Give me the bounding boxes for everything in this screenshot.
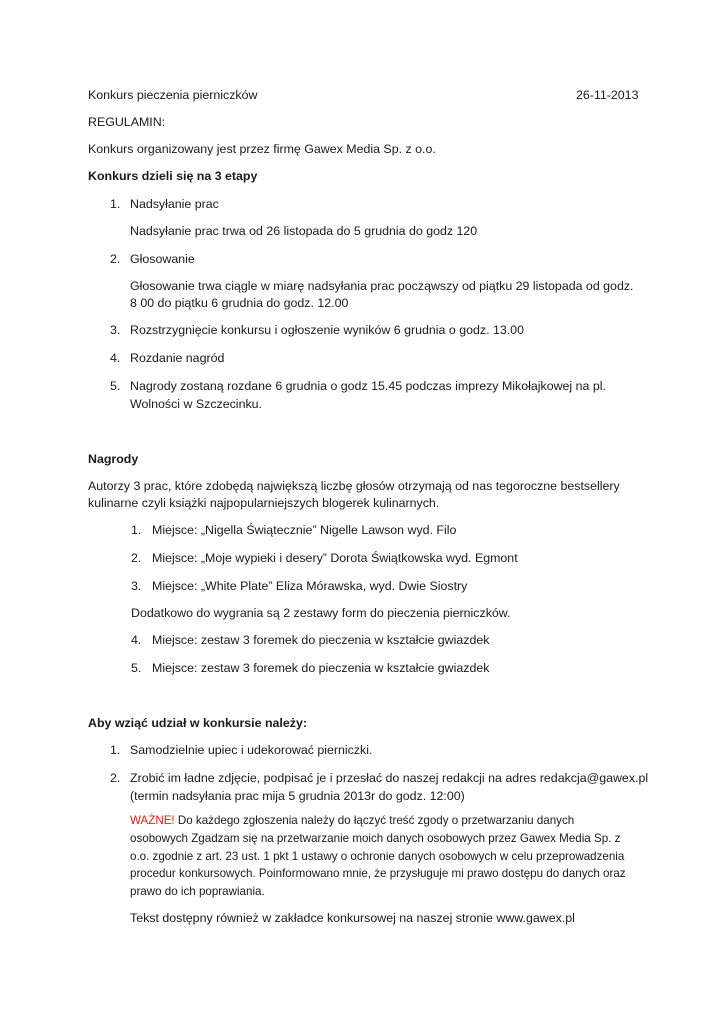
stage-number: 3. [110, 323, 121, 337]
stage-detail: Nadsyłanie prac trwa od 26 listopada do 5 grudnia do godz 120 [130, 224, 478, 238]
prize-item: Miejsce: zestaw 3 foremek do pieczenia w kształcie gwiazdek [152, 661, 490, 675]
step-number: 2. [110, 771, 121, 785]
prize-number: 5. [131, 661, 142, 675]
important-text: procedur konkursowych. Poinformowano mnie, że przysługuje mi prawo dostępu do danych oraz [130, 867, 626, 880]
stage-label: Rozdanie nagród [130, 351, 225, 365]
stage-number: 4. [110, 351, 121, 365]
important-text: Do każdego zgłoszenia należy do łączyć treść zgody o przetwarzaniu danych [174, 814, 575, 827]
stage-label: Nadsyłanie prac [130, 197, 219, 211]
document-title: Konkurs pieczenia pierniczków [88, 88, 258, 102]
stage-label: Rozstrzygnięcie konkursu i ogłoszenie wyników 6 grudnia o godz. 13.00 [130, 323, 524, 337]
stage-label: Nagrody zostaną rozdane 6 grudnia o godz 15.45 podczas imprezy Mikołajkowej na pl. [130, 379, 606, 393]
prizes-heading: Nagrody [88, 452, 139, 466]
prizes-intro: Autorzy 3 prac, które zdobędą największą liczbę głosów otrzymają od nas tegoroczne bestsellery [88, 479, 620, 493]
organizer-text: Konkurs organizowany jest przez firmę Gawex Media Sp. z o.o. [88, 142, 436, 156]
prize-number: 3. [131, 579, 142, 593]
prizes-extra: Dodatkowo do wygrania są 2 zestawy form do pieczenia pierniczków. [131, 606, 511, 620]
prize-number: 2. [131, 551, 142, 565]
step-text: Samodzielnie upiec i udekorować pierniczki. [130, 743, 373, 757]
prize-item: Miejsce: „White Plate” Eliza Mórawska, wyd. Dwie Siostry [152, 579, 468, 593]
prizes-intro: kulinarne czyli książki najpopularniejszych blogerek kulinarnych. [88, 496, 440, 510]
document-date: 26-11-2013 [576, 88, 639, 102]
prize-item: Miejsce: zestaw 3 foremek do pieczenia w kształcie gwiazdek [152, 633, 490, 647]
important-text: osobowych Zgadzam się na przetwarzanie moich danych osobowych przez Gawex Media Sp. z [130, 832, 621, 845]
prize-number: 1. [131, 523, 142, 537]
stage-detail: 8 00 do piątku 6 grudnia do godz. 12.00 [130, 296, 349, 310]
important-note-line [130, 812, 574, 830]
stage-number: 5. [110, 379, 121, 393]
footer-text: Tekst dostępny również w zakładce konkursowej na naszej stronie www.gawex.pl [130, 911, 575, 925]
step-text: Zrobić im ładne zdjęcie, podpisać je i przesłać do naszej redakcji na adres redakcja@gawex.pl [130, 771, 649, 785]
important-text: o.o. zgodnie z art. 23 ust. 1 pkt 1 ustawy o ochronie danych osobowych w celu przeprowadzenia [130, 850, 625, 863]
important-label: WAŻNE! [130, 814, 175, 827]
stage-label: Głosowanie [130, 252, 195, 266]
participation-heading: Aby wziąć udział w konkursie należy: [88, 716, 307, 730]
prize-item: Miejsce: „Nigella Świątecznie” Nigelle Lawson wyd. Filo [152, 523, 457, 537]
step-text: (termin nadsyłania prac mija 5 grudnia 2013r do godz. 12:00) [130, 789, 465, 803]
stage-number: 1. [110, 197, 121, 211]
prize-item: Miejsce: „Moje wypieki i desery” Dorota Świątkowska wyd. Egmont [152, 551, 518, 565]
stage-number: 2. [110, 252, 121, 266]
stages-heading: Konkurs dzieli się na 3 etapy [88, 169, 258, 183]
step-number: 1. [110, 743, 121, 757]
important-text: prawo do ich poprawiania. [130, 885, 265, 898]
stage-label: Wolności w Szczecinku. [130, 397, 262, 411]
stage-detail: Głosowanie trwa ciągle w miarę nadsyłania prac począwszy od piątku 29 listopada od godz. [130, 279, 634, 293]
prize-number: 4. [131, 633, 142, 647]
regulamin-heading: REGULAMIN: [88, 115, 166, 129]
